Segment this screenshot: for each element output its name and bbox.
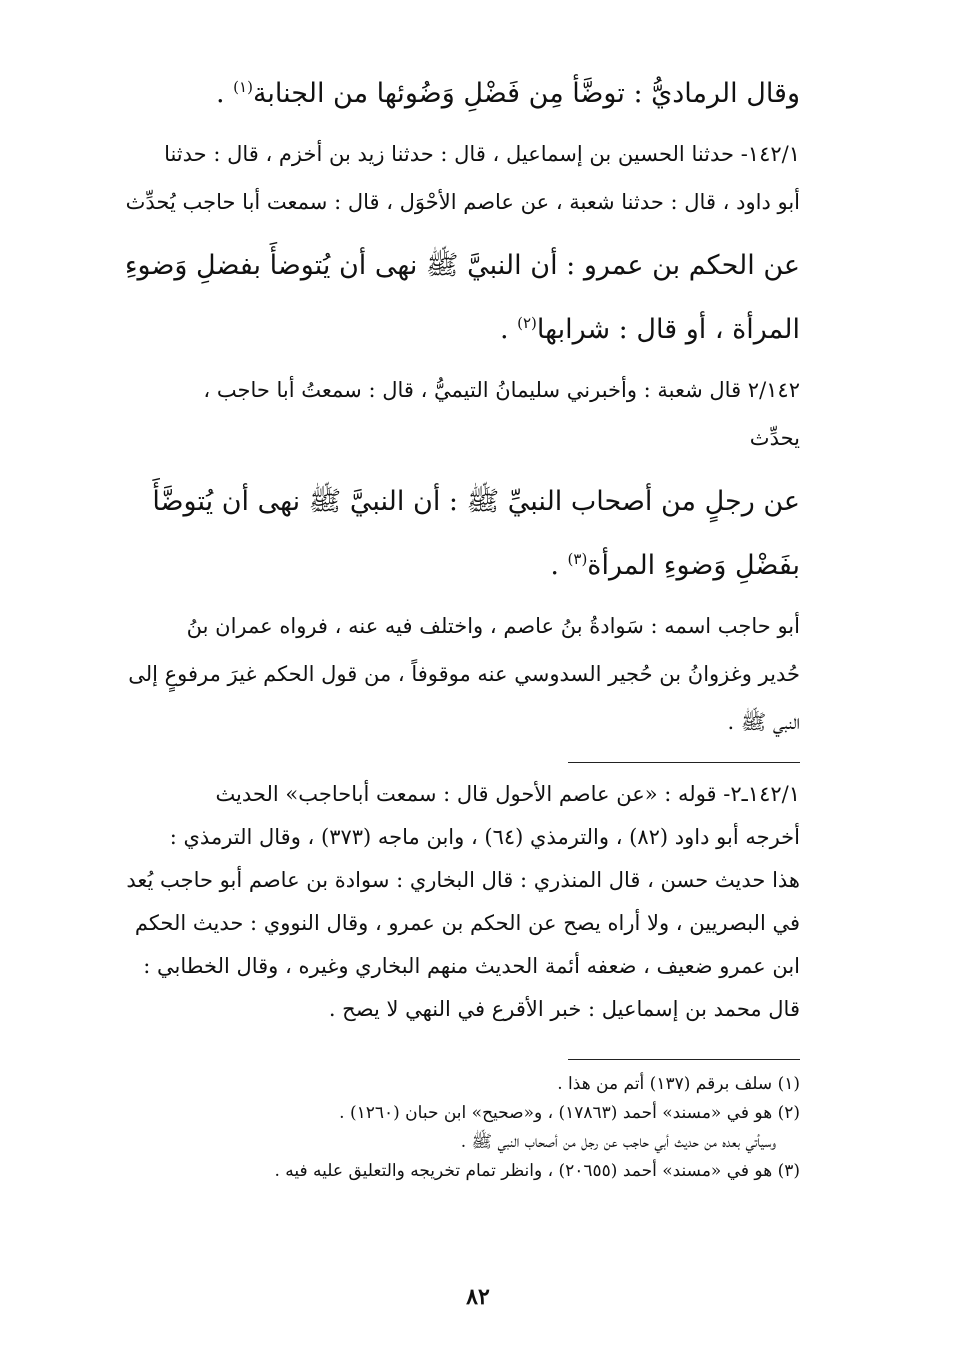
- hadith-2-chain: [100, 366, 800, 462]
- opening-quote-text: وقال الرماديُّ : توضَّأ مِن فَضْلِ وَضُوئها من الجنابة: [252, 78, 800, 109]
- narrator-note-line: النبي ﷺ .: [727, 710, 800, 734]
- footnote-ref-3: (٣): [567, 550, 588, 568]
- commentary-line: ١٤٢/١ـ٢- قوله : «عن عاصم الأحول قال : سمعت أباحاجب» الحديث: [215, 782, 800, 806]
- hadith-1-text: [100, 234, 800, 362]
- footnote-ref-1: (١): [233, 78, 253, 96]
- narrator-note-line: حُدير وغزوانُ بن حُجير السدوسي عنه موقوفاً ، من قول الحكم غيرَ مرفوعٍ إلى: [128, 662, 800, 686]
- hadith-1-text-line: [100, 298, 800, 362]
- commentary-divider: [568, 762, 800, 763]
- hadith-2-text-end: .: [550, 550, 568, 581]
- footnotes-block: [100, 1070, 800, 1186]
- hadith-2-text: [100, 470, 800, 598]
- hadith-1-chain-line: أبو داود ، قال : حدثنا شعبة ، عن عاصم الأحْوَل ، قال : سمعت أبا حاجب يُحدِّث: [125, 190, 800, 214]
- hadith-1-chain: [100, 130, 800, 226]
- commentary-block: [100, 773, 800, 1031]
- commentary-line: في البصريين ، ولا أراه يصح عن الحكم بن عمرو ، وقال النووي : حديث الحكم: [134, 911, 800, 935]
- narrator-note-line: أبو حاجب اسمه : سَوادةُ بنُ عاصم ، واختلف فيه عنه ، فرواه عمران بنُ: [186, 614, 800, 638]
- footnotes-divider: [568, 1059, 800, 1060]
- footnote-2-continued: وسيأتي بعده من حديث أبي حاجب عن رجل من أصحاب النبي ﷺ .: [460, 1132, 776, 1152]
- hadith-1-text-line: عن الحكم بن عمرو : أن النبيَّ ﷺ نهى أن يُتوضأَ بفضلِ وَضوءِ: [124, 250, 800, 281]
- narrator-note: [100, 602, 800, 746]
- hadith-1-text-end: .: [499, 314, 518, 345]
- hadith-2-text-line: [100, 534, 800, 598]
- commentary-line: هذا حديث حسن ، قال المنذري : قال البخاري : سوادة بن عاصم أبو حاجب يُعد: [126, 868, 800, 892]
- hadith-1-text-line-content: المرأة ، أو قال : شرابها: [536, 314, 800, 345]
- commentary-line: أخرجه أبو داود (٨٢) ، والترمذي (٦٤) ، وابن ماجه (٣٧٣) ، وقال الترمذي :: [169, 825, 800, 849]
- page-number: ٨٢: [466, 1284, 490, 1310]
- hadith-2-text-line: عن رجلٍ من أصحاب النبيِّ ﷺ : أن النبيَّ ﷺ نهى أن يُتوضَّأَ: [152, 486, 800, 517]
- hadith-2-chain-line: ٢/١٤٢ قال شعبة : وأخبرني سليمانُ التيميُّ ، قال : سمعتُ أبا حاجب ،: [203, 378, 800, 402]
- hadith-2-chain-line: يحدِّث: [749, 426, 800, 450]
- hadith-1-chain-line: ١٤٢/١- حدثنا الحسين بن إسماعيل ، قال : حدثنا زيد بن أخزم ، قال : حدثنا: [164, 142, 800, 166]
- page-body: [100, 62, 800, 1186]
- commentary-line: قال محمد بن إسماعيل : خبر الأقرع في النهي لا يصح .: [328, 997, 800, 1021]
- commentary-line: ابن عمرو ضعيف ، ضعفه أئمة الحديث منهم البخاري وغيره ، وقال الخطابي :: [143, 954, 800, 978]
- footnote-ref-2: (٢): [517, 314, 537, 332]
- footnote-2: (٢) هو في «مسند» أحمد (١٧٨٦٣) ، و«صحيح» ابن حبان (١٢٦٠) .: [339, 1103, 800, 1123]
- footnote-3: (٣) هو في «مسند» أحمد (٢٠٦٥٥) ، وانظر تمام تخريجه والتعليق عليه فيه .: [274, 1161, 800, 1181]
- opening-quote-end: .: [215, 78, 234, 109]
- footnote-1: (١) سلف برقم (١٣٧) أتم من هذا .: [557, 1074, 800, 1094]
- opening-quote: [100, 62, 800, 126]
- hadith-2-text-line-content: بفَضْلِ وَضوءِ المرأة: [587, 550, 800, 581]
